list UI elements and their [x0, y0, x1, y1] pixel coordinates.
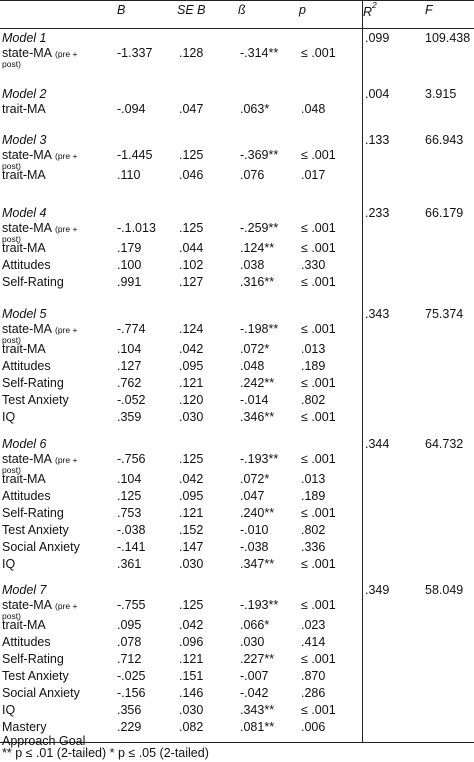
model-f: 3.915	[425, 87, 457, 101]
predictor-note: (pre +	[55, 48, 78, 59]
predictor-label: trait-MA	[2, 472, 46, 486]
predictor-note: post)	[2, 160, 21, 171]
coef-beta: .316**	[240, 275, 275, 289]
coef-p: ≤ .001	[301, 652, 336, 666]
coef-beta: .227**	[240, 652, 275, 666]
coef-se-b: .124	[179, 321, 204, 336]
coef-se-b: .044	[179, 241, 204, 255]
coef-b: .712	[117, 652, 142, 666]
coef-b: .359	[117, 410, 142, 424]
model-r-squared: .133	[365, 133, 390, 147]
coef-beta: .347**	[240, 557, 275, 571]
coef-p: .870	[301, 669, 326, 683]
header-p: p	[299, 3, 306, 17]
coef-p: .006	[301, 720, 326, 734]
header-beta: ß	[238, 3, 246, 17]
predictor-note: (pre +	[55, 600, 78, 611]
coef-p: .017	[301, 168, 326, 182]
coef-b: .104	[117, 342, 142, 356]
coef-se-b: .127	[179, 275, 204, 289]
coef-b: -.774	[117, 321, 146, 336]
predictor-label: Social Anxiety	[2, 540, 80, 554]
predictor-label: state-MA	[2, 147, 53, 162]
predictor-label: Social Anxiety	[2, 686, 80, 700]
coef-beta: .063*	[240, 101, 270, 116]
coef-se-b: .152	[179, 523, 204, 537]
coef-se-b: .125	[179, 220, 204, 235]
predictor-label: Attitudes	[2, 635, 51, 649]
model-f: 64.732	[425, 437, 464, 451]
coef-se-b: .146	[179, 686, 204, 700]
predictor-label: IQ	[2, 410, 16, 424]
predictor-label: trait-MA	[2, 618, 46, 632]
coef-b: .100	[117, 258, 142, 272]
coef-b: .110	[117, 168, 141, 182]
coef-b: .095	[117, 618, 142, 632]
model-f: 109.438	[425, 31, 471, 45]
model-r-squared: .004	[365, 87, 390, 101]
coef-p: ≤ .001	[301, 220, 336, 235]
coef-p: ≤ .001	[301, 703, 336, 717]
coef-b: .753	[117, 506, 142, 520]
coef-beta: -.314**	[240, 45, 279, 60]
coef-p: ≤ .001	[301, 321, 336, 336]
coef-p: .330	[301, 258, 326, 272]
model-r-squared: .349	[365, 583, 390, 597]
coef-p: .189	[301, 359, 326, 373]
header-r-squared: $R^2$	[363, 0, 377, 20]
predictor-note: (pre +	[55, 223, 78, 234]
coef-beta: .346**	[240, 410, 275, 424]
model-f: 75.374	[425, 307, 464, 321]
predictor-label: state-MA	[2, 451, 53, 466]
model-r-squared: .343	[365, 307, 390, 321]
coef-b: -.756	[117, 451, 146, 466]
coef-b: .229	[117, 720, 142, 734]
coef-se-b: .125	[179, 597, 204, 612]
coef-p: .802	[301, 523, 326, 537]
coef-p: .189	[301, 489, 326, 503]
coef-se-b: .121	[179, 376, 204, 390]
coef-se-b: .095	[179, 489, 204, 503]
coef-b: .078	[117, 635, 142, 649]
coef-beta: -.193**	[240, 451, 279, 466]
coef-beta: -.369**	[240, 147, 279, 162]
coef-se-b: .042	[179, 472, 204, 486]
coef-beta: -.038	[240, 540, 269, 554]
predictor-note: (pre +	[55, 324, 78, 335]
coef-beta: .076	[240, 168, 265, 182]
coef-se-b: .121	[179, 652, 204, 666]
coef-p: .336	[301, 540, 326, 554]
coef-p: .286	[301, 686, 326, 700]
coef-b: .127	[117, 359, 142, 373]
model-f: 66.179	[425, 206, 464, 220]
model-title: Model 3	[2, 133, 47, 147]
predictor-label: Self-Rating	[2, 275, 64, 289]
predictor-label: Mastery	[2, 720, 47, 734]
coef-b: -1.445	[117, 147, 153, 162]
header-se-b: SE B	[177, 3, 206, 17]
coef-se-b: .095	[179, 359, 204, 373]
coef-beta: .072*	[240, 342, 270, 356]
predictor-label: Self-Rating	[2, 376, 64, 390]
model-title: Model 4	[2, 206, 47, 220]
coef-beta: .030	[240, 635, 265, 649]
coef-p: .414	[301, 635, 326, 649]
predictor-label: state-MA	[2, 45, 53, 60]
coef-se-b: .082	[179, 720, 204, 734]
coef-b: .125	[117, 489, 142, 503]
predictor-label: Approach Goal	[2, 734, 86, 748]
predictor-label: state-MA	[2, 597, 53, 612]
coef-b: -.755	[117, 597, 146, 612]
coef-p: .023	[301, 618, 326, 632]
coef-p: .013	[301, 472, 326, 486]
coef-p: ≤ .001	[301, 506, 336, 520]
coef-p: ≤ .001	[301, 45, 336, 60]
predictor-label: Test Anxiety	[2, 669, 69, 683]
coef-b: -.052	[117, 393, 146, 407]
coef-beta: .066*	[240, 618, 270, 632]
coef-b: -.156	[117, 686, 146, 700]
coef-b: .762	[117, 376, 142, 390]
coef-b: -.038	[117, 523, 146, 537]
model-title: Model 5	[2, 307, 47, 321]
predictor-note: (pre +	[55, 150, 78, 161]
coef-se-b: .121	[179, 506, 204, 520]
predictor-label: Attitudes	[2, 489, 51, 503]
coef-p: ≤ .001	[301, 147, 336, 162]
predictor-label: Attitudes	[2, 359, 51, 373]
coef-b: .356	[117, 703, 142, 717]
model-f: 66.943	[425, 133, 464, 147]
coef-beta: .124**	[240, 241, 275, 255]
coef-se-b: .102	[179, 258, 204, 272]
predictor-label: IQ	[2, 703, 16, 717]
predictor-label: state-MA	[2, 220, 53, 235]
coef-beta: -.007	[240, 669, 269, 683]
coef-se-b: .151	[179, 669, 204, 683]
model-title: Model 6	[2, 437, 47, 451]
coef-p: ≤ .001	[301, 410, 336, 424]
coef-p: .802	[301, 393, 326, 407]
predictor-note: post)	[2, 233, 21, 244]
coef-beta: .081**	[240, 720, 275, 734]
predictor-label: Self-Rating	[2, 652, 64, 666]
coef-se-b: .096	[179, 635, 204, 649]
coef-se-b: .030	[179, 410, 204, 424]
footnote: ** p ≤ .01 (2-tailed) * p ≤ .05 (2-tailed)	[2, 746, 209, 760]
model-f: 58.049	[425, 583, 464, 597]
header-rule	[0, 28, 474, 29]
coef-p: .048	[301, 101, 326, 116]
coef-p: ≤ .001	[301, 597, 336, 612]
coef-p: .013	[301, 342, 326, 356]
coef-se-b: .125	[179, 451, 204, 466]
header-b: B	[117, 3, 126, 17]
predictor-label: IQ	[2, 557, 16, 571]
predictor-label: trait-MA	[2, 342, 46, 356]
column-divider	[362, 0, 363, 742]
coef-p: ≤ .001	[301, 557, 336, 571]
predictor-note: (pre +	[55, 454, 78, 465]
coef-se-b: .030	[179, 557, 204, 571]
coef-p: ≤ .001	[301, 451, 336, 466]
coef-b: -.025	[117, 669, 146, 683]
coef-p: ≤ .001	[301, 275, 336, 289]
model-r-squared: .233	[365, 206, 390, 220]
model-title: Model 2	[2, 87, 47, 101]
top-rule	[0, 0, 474, 1]
coef-se-b: .125	[179, 147, 204, 162]
coef-beta: -.042	[240, 686, 269, 700]
model-r-squared: .099	[365, 31, 390, 45]
coef-se-b: .120	[179, 393, 204, 407]
coef-b: .361	[117, 557, 142, 571]
header-f: F	[425, 3, 433, 17]
coef-se-b: .046	[179, 168, 204, 182]
coef-beta: .242**	[240, 376, 275, 390]
coef-b: -.141	[117, 540, 146, 554]
predictor-note: post)	[2, 464, 21, 475]
predictor-label: trait-MA	[2, 168, 46, 182]
coef-se-b: .042	[179, 618, 204, 632]
coef-p: ≤ .001	[301, 241, 336, 255]
predictor-label: Self-Rating	[2, 506, 64, 520]
coef-se-b: .128	[179, 45, 204, 60]
predictor-note: post)	[2, 58, 21, 69]
coef-se-b: .030	[179, 703, 204, 717]
coef-beta: .038	[240, 258, 265, 272]
coef-b: .104	[117, 472, 142, 486]
predictor-label: Test Anxiety	[2, 393, 69, 407]
model-r-squared: .344	[365, 437, 390, 451]
model-title: Model 7	[2, 583, 47, 597]
predictor-label: Attitudes	[2, 258, 51, 272]
coef-beta: .343**	[240, 703, 275, 717]
coef-beta: .047	[240, 489, 265, 503]
coef-beta: .240**	[240, 506, 275, 520]
coef-beta: -.198**	[240, 321, 279, 336]
coef-b: -.094	[117, 101, 146, 116]
coef-beta: -.193**	[240, 597, 279, 612]
coef-beta: .072*	[240, 472, 270, 486]
model-title: Model 1	[2, 31, 47, 45]
coef-b: -.1.013	[117, 220, 156, 235]
coef-p: ≤ .001	[301, 376, 336, 390]
coef-beta: -.010	[240, 523, 269, 537]
coef-beta: -.259**	[240, 220, 279, 235]
coef-b: -1.337	[117, 45, 153, 60]
predictor-note: post)	[2, 334, 21, 345]
predictor-label: state-MA	[2, 321, 53, 336]
predictor-label: trait-MA	[2, 101, 46, 116]
coef-se-b: .147	[179, 540, 204, 554]
predictor-label: trait-MA	[2, 241, 46, 255]
coef-b: .991	[117, 275, 142, 289]
coef-b: .179	[117, 241, 142, 255]
coef-se-b: .047	[179, 101, 204, 116]
predictor-label: Test Anxiety	[2, 523, 69, 537]
predictor-note: post)	[2, 610, 21, 621]
coef-se-b: .042	[179, 342, 204, 356]
coef-beta: -.014	[240, 393, 269, 407]
coef-beta: .048	[240, 359, 265, 373]
